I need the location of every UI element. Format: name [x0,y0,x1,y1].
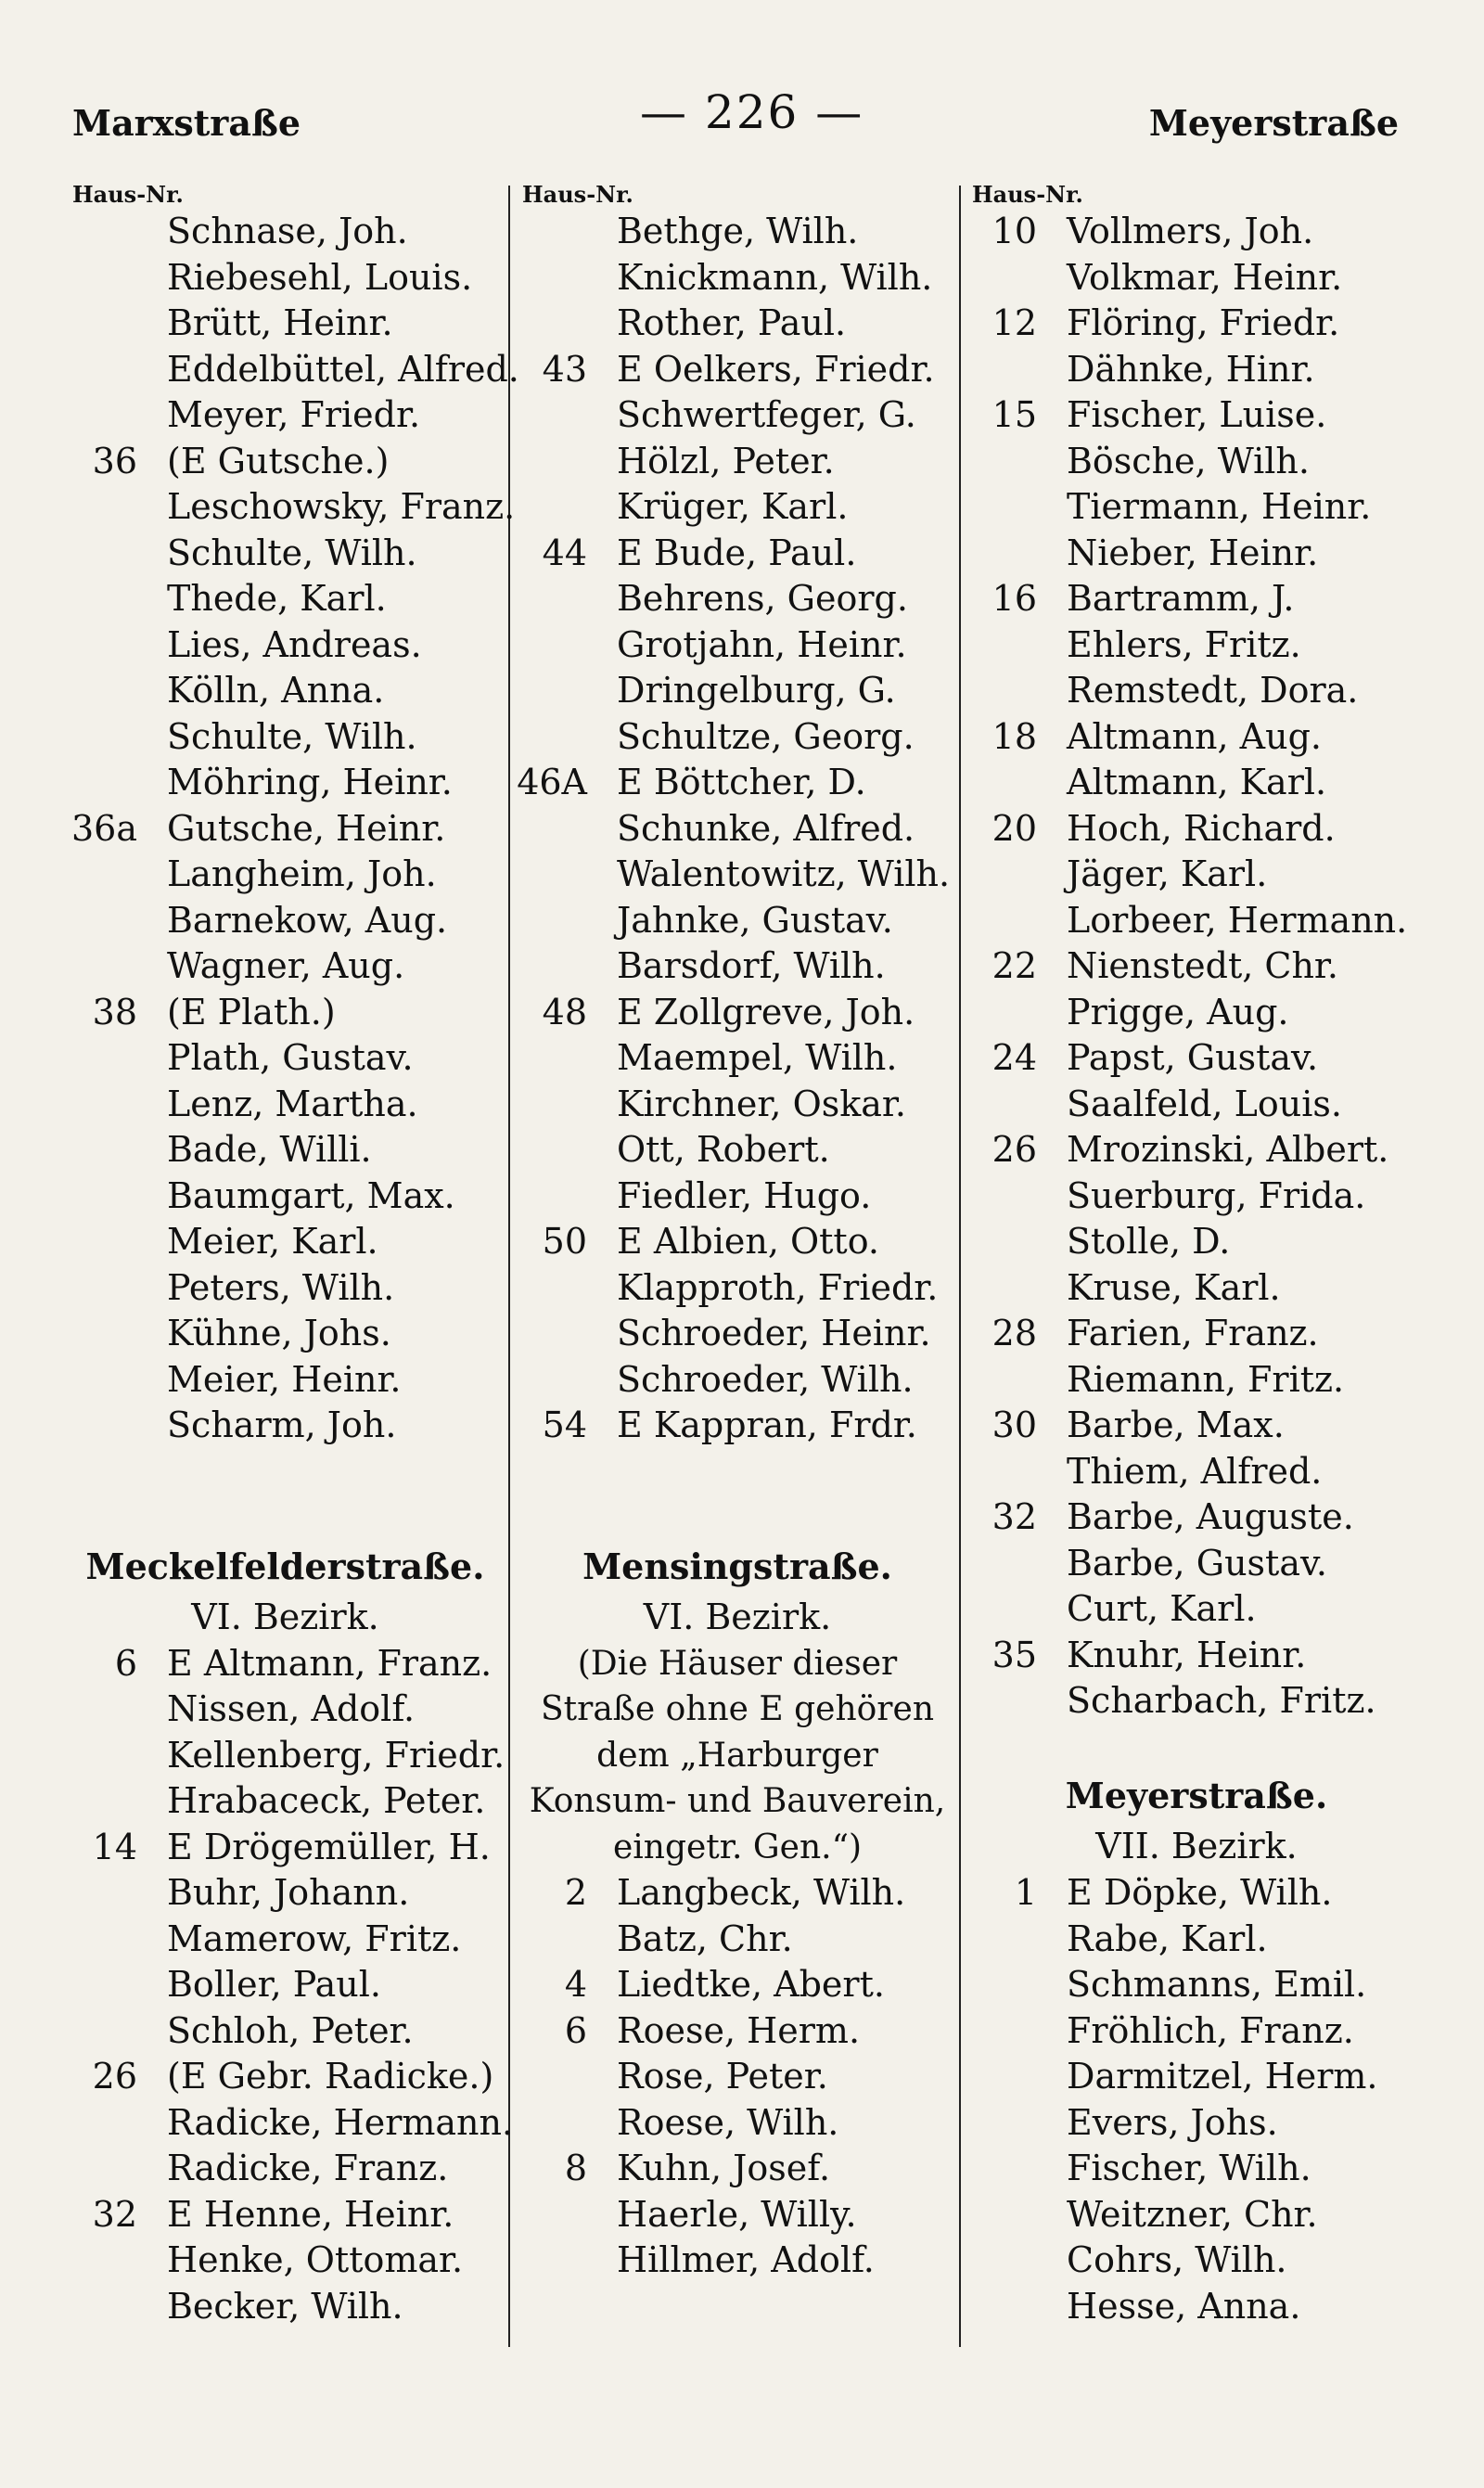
list-item [65,209,505,255]
resident-name: Rose, Peter. [617,2056,828,2097]
resident-name: Batz, Chr. [617,1917,793,1959]
resident-name: Evers, Johs. [1067,2101,1278,2143]
house-number: 14 [92,1826,137,1867]
list-item [965,531,1428,577]
column-3 [965,181,1428,2329]
resident-name: E Zollgreve, Joh. [617,991,915,1032]
resident-name: Roese, Herm. [617,2009,861,2051]
list-item [515,898,960,944]
list-item [965,1403,1428,1449]
list-item [965,576,1428,622]
resident-name: Langheim, Joh. [167,853,437,894]
list-item [65,1917,505,1963]
list-item [65,668,505,714]
resident-name: Wagner, Aug. [167,945,405,986]
house-number: 15 [991,394,1037,435]
resident-name: Vollmers, Joh. [1067,211,1314,251]
list-item [515,531,960,577]
resident-name: Lorbeer, Hermann. [1067,899,1408,941]
list-item [515,209,960,255]
resident-name: Rabe, Karl. [1067,1917,1268,1959]
list-item [515,1917,960,1963]
page-header [0,76,1484,144]
list-item [515,301,960,347]
list-item [515,1311,960,1357]
resident-name: Meier, Karl. [167,1221,378,1262]
list-item [515,392,960,439]
list-item [515,439,960,485]
house-number: 36a [70,807,137,849]
house-number: 54 [542,1404,587,1445]
list-item [65,255,505,301]
resident-name: E Drögemüller, H. [167,1826,491,1867]
list-item [965,439,1428,485]
list-item [965,301,1428,347]
resident-name: (E Plath.) [167,991,336,1032]
resident-name: Fischer, Luise. [1067,394,1327,435]
resident-name: Kruse, Karl. [1067,1266,1281,1308]
list-item [515,990,960,1036]
resident-name: Krüger, Karl. [617,486,849,527]
house-number: 26 [991,1129,1037,1170]
list-item [965,2238,1428,2284]
resident-name: Bartramm, J. [1067,578,1295,619]
resident-name: Schnase, Joh. [167,211,408,251]
district-label: VII. Bezirk. [1095,1826,1298,1866]
list-item [65,943,505,990]
list-item [965,668,1428,714]
list-item [965,255,1428,301]
street-title: Meckelfelderstraße. [85,1545,485,1587]
house-number-heading: Haus-Nr. [972,181,1083,208]
street-note: (Die Häuser dieser Straße ohne E gehören dem „Harburger Konsum- und Bauverein, eingetr. Gen.“) [529,1644,946,1866]
resident-name: Schroeder, Heinr. [617,1313,931,1353]
resident-name: Rother, Paul. [617,302,847,343]
list-item [515,1082,960,1128]
resident-name: Kühne, Johs. [167,1313,391,1353]
resident-name: Nissen, Adolf. [167,1688,416,1729]
house-number: 30 [991,1404,1037,1445]
list-item [65,990,505,1036]
house-number-heading: Haus-Nr. [522,181,633,208]
list-item [515,668,960,714]
resident-name: Hrabaceck, Peter. [167,1780,486,1821]
resident-name: Schroeder, Wilh. [617,1358,914,1400]
running-head-left: Marxstraße [72,102,301,144]
house-number-heading: Haus-Nr. [72,181,184,208]
resident-name: Barbe, Max. [1067,1404,1285,1445]
list-item [65,2100,514,2147]
list-item [965,1870,1428,1917]
list-item [515,1127,960,1173]
list-item [965,2054,1428,2100]
list-item [65,1035,505,1082]
resident-name: E Albien, Otto. [617,1221,879,1262]
house-number: 6 [564,2009,587,2051]
resident-name: Liedtke, Abert. [617,1964,885,2005]
house-number: 26 [92,2056,137,2097]
resident-name: Brütt, Heinr. [167,302,393,343]
list-item [65,1778,505,1825]
resident-name: Volkmar, Heinr. [1067,256,1343,298]
resident-name: Knuhr, Heinr. [1067,1634,1307,1675]
resident-name: Hesse, Anna. [1067,2285,1301,2327]
resident-name: Flöring, Friedr. [1067,302,1340,343]
resident-name: Leschowsky, Franz. [167,486,516,527]
street-title: Meyerstraße. [1065,1775,1328,1816]
resident-name: Barbe, Auguste. [1067,1496,1354,1537]
resident-name: Hoch, Richard. [1067,807,1336,849]
resident-name: Lenz, Martha. [167,1083,418,1124]
resident-name: (E Gebr. Radicke.) [167,2056,494,2097]
meckelfelder-list [65,1641,514,2330]
resident-name: Scharbach, Fritz. [1067,1680,1376,1721]
column-2 [515,181,960,2284]
list-item [965,898,1428,944]
resident-name: Ott, Robert. [617,1129,830,1170]
list-item [65,2284,505,2330]
meyer-list [965,1870,1428,2329]
list-item [515,255,960,301]
list-item [65,806,505,853]
list-item [65,2146,505,2192]
list-item [965,1449,1428,1495]
list-item [515,943,960,990]
resident-name: Barsdorf, Wilh. [617,945,886,986]
list-item [965,990,1428,1036]
resident-name: Fischer, Wilh. [1067,2148,1311,2188]
resident-name: Jahnke, Gustav. [617,899,893,941]
list-item [515,2100,960,2147]
page-number: — 226 — [640,85,864,139]
list-item [965,1541,1428,1587]
resident-name: Radicke, Franz. [167,2148,449,2188]
marxstrasse-list-cont [515,209,960,1449]
list-item [965,392,1428,439]
list-item [515,2146,960,2192]
house-number: 32 [991,1496,1037,1537]
resident-name: Prigge, Aug. [1067,991,1289,1032]
resident-name: Schulte, Wilh. [167,532,417,573]
list-item [965,347,1428,393]
list-item [965,1917,1428,1963]
resident-name: Schmanns, Emil. [1067,1964,1367,2005]
resident-name: Altmann, Aug. [1067,715,1322,757]
resident-name: Buhr, Johann. [167,1872,410,1913]
house-number: 28 [991,1313,1037,1353]
list-item [965,1035,1428,1082]
resident-name: Dähnke, Hinr. [1067,348,1315,390]
house-number: 6 [114,1642,137,1684]
resident-name: Boller, Paul. [167,1964,381,2005]
list-item [965,943,1428,990]
house-number: 20 [991,807,1037,849]
list-item [65,1311,505,1357]
resident-name: E Henne, Heinr. [167,2193,454,2235]
street-title: Mensingstraße. [582,1545,892,1587]
resident-name: Fiedler, Hugo. [617,1174,872,1216]
list-item [515,484,960,531]
resident-name: E Bude, Paul. [617,532,857,573]
resident-name: Haerle, Willy. [617,2193,857,2235]
resident-name: Radicke, Hermann. [167,2101,514,2143]
list-item [65,898,505,944]
resident-name: Tiermann, Heinr. [1067,486,1372,527]
resident-name: Knickmann, Wilh. [617,256,933,298]
list-item [965,1494,1428,1541]
list-item [65,576,505,622]
resident-name: Schwertfeger, G. [617,394,916,435]
resident-name: Barbe, Gustav. [1067,1542,1328,1584]
resident-name: Schunke, Alfred. [617,807,915,849]
resident-name: Curt, Karl. [1067,1588,1257,1629]
resident-name: Gutsche, Heinr. [167,807,446,849]
list-item [65,484,516,531]
list-item [965,1586,1428,1633]
resident-name: Remstedt, Dora. [1067,670,1359,711]
resident-name: Kirchner, Oskar. [617,1083,906,1124]
resident-name: E Kappran, Frdr. [617,1404,917,1445]
resident-name: Peters, Wilh. [167,1266,395,1308]
list-item [65,1870,505,1917]
resident-name: Henke, Ottomar. [167,2239,464,2280]
list-item [65,1733,505,1779]
house-number: 8 [564,2148,587,2188]
column-1 [65,181,519,2329]
list-item [515,1219,960,1265]
resident-name: E Döpke, Wilh. [1067,1872,1333,1913]
list-item [965,2008,1428,2055]
list-item [65,714,505,761]
resident-name: Jäger, Karl. [1067,853,1268,894]
list-item [965,1082,1428,1128]
list-item [965,484,1428,531]
resident-name: Barnekow, Aug. [167,899,448,941]
list-item [965,2192,1428,2238]
resident-name: Eddelbüttel, Alfred. [167,348,519,390]
resident-name: Maempel, Wilh. [617,1037,898,1078]
list-item [515,2238,960,2284]
house-number: 12 [991,302,1037,343]
resident-name: Scharm, Joh. [167,1404,397,1445]
list-item [515,1173,960,1220]
resident-name: Behrens, Georg. [617,578,908,619]
list-item [65,1641,505,1687]
resident-name: Kölln, Anna. [167,670,385,711]
resident-name: Schultze, Georg. [617,715,915,757]
resident-name: Möhring, Heinr. [167,762,453,802]
list-item [65,1082,505,1128]
resident-name: Meyer, Friedr. [167,394,421,435]
list-item [65,1173,505,1220]
house-number: 22 [991,945,1037,986]
list-item [65,1127,505,1173]
resident-name: Suerburg, Frida. [1067,1174,1366,1216]
list-item [965,622,1428,669]
list-item [65,2054,505,2100]
resident-name: Bethge, Wilh. [617,211,859,251]
list-item [65,852,505,898]
list-item [965,1357,1428,1404]
resident-name: Hillmer, Adolf. [617,2239,875,2280]
resident-name: Baumgart, Max. [167,1174,455,1216]
house-number: 43 [542,348,587,390]
running-head-right: Meyerstraße [1148,102,1399,144]
list-item [65,1357,505,1404]
resident-name: Fröhlich, Franz. [1067,2009,1354,2051]
list-item [965,852,1428,898]
resident-name: Nieber, Heinr. [1067,532,1319,573]
list-item [65,1265,505,1312]
house-number: 38 [92,991,137,1032]
list-item [65,439,505,485]
resident-name: Roese, Wilh. [617,2101,839,2143]
resident-name: Plath, Gustav. [167,1037,414,1078]
house-number: 18 [991,715,1037,757]
mensing-list-cont [965,209,1428,1725]
resident-name: Nienstedt, Chr. [1067,945,1338,986]
resident-name: Dringelburg, G. [617,670,896,711]
house-number: 44 [542,532,587,573]
resident-name: Riebesehl, Louis. [167,256,473,298]
resident-name: Altmann, Karl. [1067,762,1327,802]
list-item [65,531,505,577]
list-item [965,1311,1428,1357]
list-item [965,1678,1428,1725]
list-item [515,622,960,669]
list-item [65,2192,505,2238]
list-item [515,2008,960,2055]
list-item [515,347,960,393]
list-item [965,1265,1428,1312]
list-item [515,576,960,622]
resident-name: Meier, Heinr. [167,1358,402,1400]
list-item [965,209,1428,255]
district-label: VI. Bezirk. [643,1596,832,1637]
list-item [515,852,960,898]
list-item [965,2284,1428,2330]
list-item [65,301,505,347]
resident-name: Becker, Wilh. [167,2285,403,2327]
resident-name: Ehlers, Fritz. [1067,623,1301,665]
resident-name: E Altmann, Franz. [167,1642,493,1684]
list-item [965,2100,1428,2147]
list-item [65,622,505,669]
resident-name: Lies, Andreas. [167,623,422,665]
list-item [965,2146,1428,2192]
list-item [965,1127,1428,1173]
resident-name: Klapproth, Friedr. [617,1266,939,1308]
marxstrasse-list [65,209,519,1449]
list-item [515,1870,960,1917]
list-item [515,2054,960,2100]
house-number: 1 [1014,1872,1037,1913]
resident-name: Mrozinski, Albert. [1067,1129,1389,1170]
resident-name: Schloh, Peter. [167,2009,414,2051]
list-item [65,760,505,806]
resident-name: Cohrs, Wilh. [1067,2239,1287,2280]
list-item [515,1265,960,1312]
house-number: 10 [991,211,1037,251]
resident-name: E Oelkers, Friedr. [617,348,935,390]
resident-name: Farien, Franz. [1067,1313,1319,1353]
resident-name: Schulte, Wilh. [167,715,417,757]
resident-name: Mamerow, Fritz. [167,1917,462,1959]
list-item [65,2238,505,2284]
resident-name: E Böttcher, D. [617,762,866,802]
list-item [65,392,505,439]
list-item [515,2192,960,2238]
resident-name: Kuhn, Josef. [617,2148,831,2188]
resident-name: Walentowitz, Wilh. [617,853,951,894]
resident-name: Kellenberg, Friedr. [167,1734,505,1776]
house-number: 35 [991,1634,1037,1675]
list-item [515,714,960,761]
list-item [65,347,519,393]
resident-name: Darmitzel, Herm. [1067,2056,1378,2097]
list-item [965,714,1428,761]
resident-name: Papst, Gustav. [1067,1037,1319,1078]
list-item [515,806,960,853]
resident-name: Bösche, Wilh. [1067,440,1310,481]
house-number: 36 [92,440,137,481]
list-item [65,1219,505,1265]
mensing-list [515,1870,960,2284]
list-item [515,760,960,806]
list-item [965,1633,1428,1679]
resident-name: Langbeck, Wilh. [617,1872,906,1913]
house-number: 46A [517,762,587,802]
list-item [65,1403,505,1449]
resident-name: Grotjahn, Heinr. [617,623,907,665]
list-item [965,760,1428,806]
list-item [65,1825,505,1871]
list-item [515,1962,960,2008]
list-item [65,1686,505,1733]
house-number: 48 [542,991,587,1032]
house-number: 4 [564,1964,587,2005]
house-number: 24 [991,1037,1037,1078]
list-item [65,2008,505,2055]
resident-name: Saalfeld, Louis. [1067,1083,1343,1124]
house-number: 2 [564,1872,587,1913]
list-item [65,1962,505,2008]
resident-name: (E Gutsche.) [167,440,390,481]
resident-name: Thiem, Alfred. [1067,1450,1323,1492]
resident-name: Riemann, Fritz. [1067,1358,1345,1400]
house-number: 16 [991,578,1037,619]
list-item [965,1962,1428,2008]
district-label: VI. Bezirk. [191,1596,379,1637]
list-item [965,1219,1428,1265]
resident-name: Bade, Willi. [167,1129,372,1170]
list-item [515,1357,960,1404]
resident-name: Thede, Karl. [167,578,387,619]
resident-name: Stolle, D. [1067,1221,1231,1262]
list-item [515,1035,960,1082]
house-number: 32 [92,2193,137,2235]
house-number: 50 [542,1221,587,1262]
resident-name: Hölzl, Peter. [617,440,835,481]
list-item [515,1403,960,1449]
resident-name: Weitzner, Chr. [1067,2193,1318,2235]
list-item [965,806,1428,853]
list-item [965,1173,1428,1220]
